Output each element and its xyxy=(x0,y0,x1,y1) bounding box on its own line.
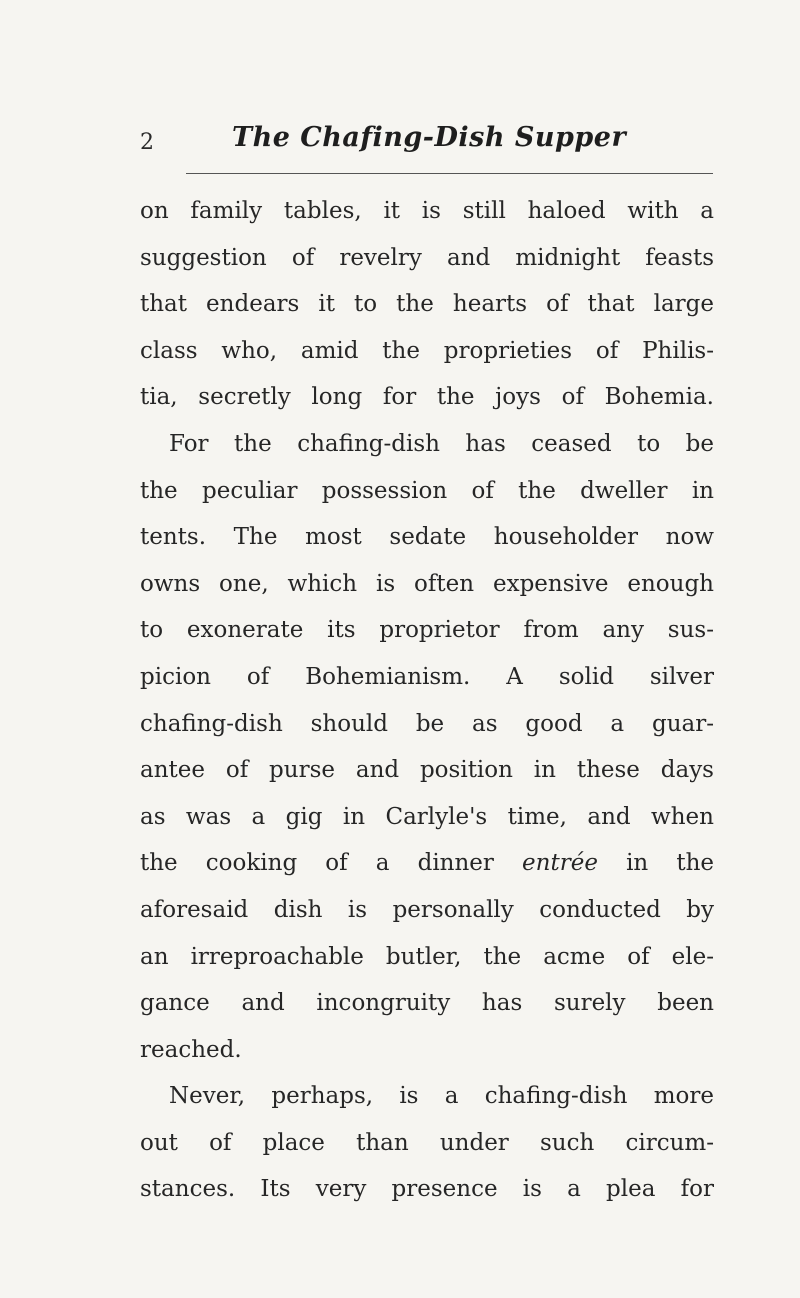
text-line: owns one, which is often expensive enough xyxy=(140,570,714,597)
text-line: reached. xyxy=(140,1036,242,1063)
text-line-with-italic xyxy=(140,840,714,887)
text-line: class who, amid the proprieties of Philis- xyxy=(140,337,714,364)
text-line: as was a gig in Carlyle's time, and when xyxy=(140,803,714,830)
page-number: 2 xyxy=(140,130,154,155)
text-line: out of place than under such circum- xyxy=(140,1129,714,1156)
text-line: chafing-dish should be as good a guar- xyxy=(140,710,714,737)
page-header xyxy=(0,118,800,168)
text-line: the peculiar possession of the dweller in xyxy=(140,477,714,504)
text-line: that endears it to the hearts of that large xyxy=(140,291,714,318)
text-line: gance and incongruity has surely been xyxy=(140,990,714,1017)
text-line: Never, perhaps, is a chafing-dish more xyxy=(169,1083,714,1110)
text-line: stances. Its very presence is a plea for xyxy=(140,1176,714,1203)
running-head: The Chafing-Dish Supper xyxy=(232,122,627,153)
body-text xyxy=(140,188,714,1213)
text-line: For the chafing-dish has ceased to be xyxy=(169,430,714,457)
text-line: suggestion of revelry and midnight feasts xyxy=(140,244,714,271)
text-line: on family tables, it is still haloed with a xyxy=(140,198,714,224)
text-line: to exonerate its proprietor from any sus- xyxy=(140,617,714,644)
header-rule xyxy=(186,173,713,174)
italic-word: entrée xyxy=(522,850,598,877)
text-line: aforesaid dish is personally conducted by xyxy=(140,896,714,923)
text-line: picion of Bohemianism. A solid silver xyxy=(140,663,714,690)
text-line: tents. The most sedate householder now xyxy=(140,524,714,551)
text-line: antee of purse and position in these days xyxy=(140,757,714,784)
text-line: an irreproachable butler, the acme of ele- xyxy=(140,943,714,970)
text-line: tia, secretly long for the joys of Bohemia. xyxy=(140,384,714,411)
text-fragment: the cooking of a dinner xyxy=(140,850,494,877)
text-fragment: in the xyxy=(626,850,715,877)
